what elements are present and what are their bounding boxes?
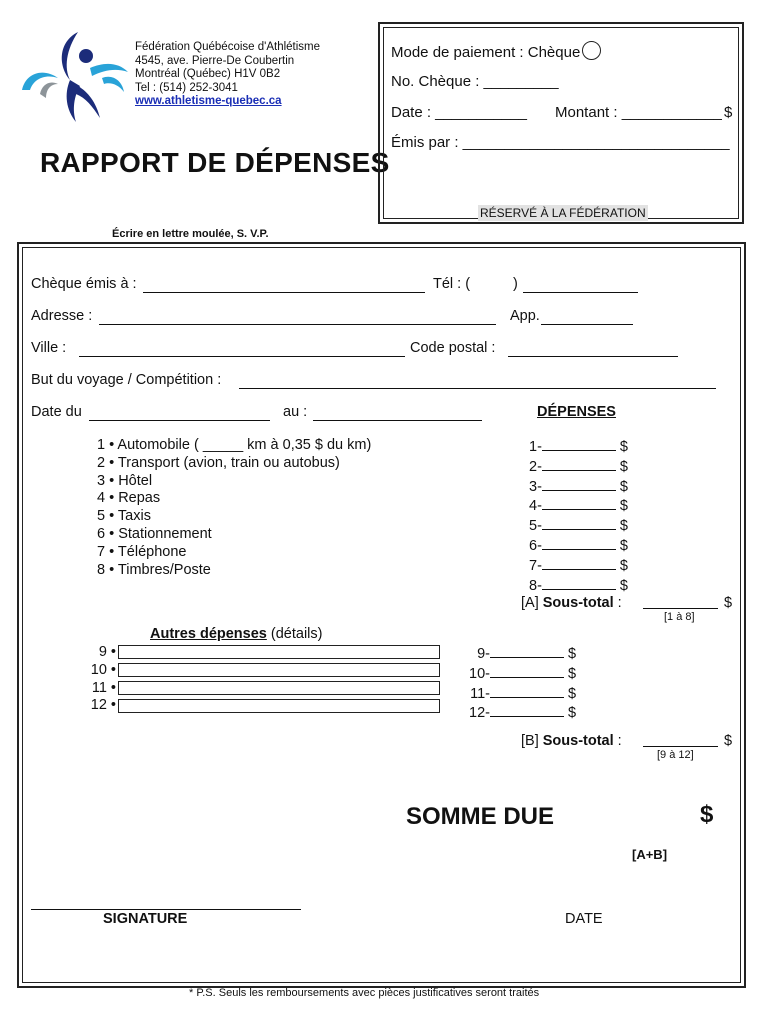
expense-item: 8 • Timbres/Poste — [97, 561, 211, 578]
phone-input-line[interactable] — [523, 292, 638, 293]
amount-row[interactable]: 3- $ — [529, 478, 628, 495]
signature-label: SIGNATURE — [103, 911, 188, 927]
organization-info — [135, 41, 320, 109]
expenses-header: DÉPENSES — [537, 404, 616, 420]
payment-amount-dollar: $ — [724, 104, 733, 121]
other-amount-row[interactable]: 10- $ — [469, 665, 577, 682]
other-item-label: 9 • — [98, 644, 116, 660]
issued-by-field[interactable]: Émis par : ________________________________ — [391, 134, 730, 151]
trip-purpose-label: But du voyage / Compétition : — [31, 372, 222, 388]
org-name: Fédération Québécoise d'Athlétisme — [135, 41, 321, 53]
date-from-label: Date du — [31, 404, 82, 420]
payment-date-field[interactable]: Date : ___________ — [391, 104, 527, 121]
amount-row[interactable]: 8- $ — [529, 577, 628, 594]
payment-amount-field[interactable]: Montant : ____________ — [555, 104, 722, 121]
org-website-link[interactable]: www.athletisme-quebec.ca — [135, 95, 282, 107]
expense-item: 6 • Stationnement — [97, 525, 212, 542]
expense-item: 1 • Automobile ( _____ km à 0,35 $ du km) — [97, 437, 372, 453]
expense-form-box — [17, 242, 746, 988]
subtotal-b-range: [9 à 12] — [657, 749, 694, 761]
city-input-line[interactable] — [79, 356, 405, 357]
subtotal-a-input-line[interactable] — [643, 608, 718, 609]
other-amounts-list — [468, 644, 576, 723]
total-due-dollar: $ — [700, 801, 714, 828]
other-amount-row[interactable]: 9- $ — [477, 646, 577, 662]
cheque-number-field[interactable]: No. Chèque : _________ — [391, 73, 559, 90]
reserved-label: RÉSERVÉ À LA FÉDÉRATION — [480, 206, 646, 220]
signature-input-line[interactable] — [31, 909, 301, 910]
other-amount-row[interactable]: 11- $ — [470, 685, 577, 702]
instruction-text: Écrire en lettre moulée, S. V.P. — [112, 228, 269, 240]
footer-note: * P.S. Seuls les remboursements avec pièces justificatives seront traités — [189, 987, 540, 999]
amount-row[interactable]: 4- $ — [529, 498, 628, 515]
other-amount-row[interactable]: 12- $ — [469, 705, 577, 722]
expense-item: 3 • Hôtel — [97, 472, 153, 489]
address-label: Adresse : — [31, 308, 93, 324]
expense-items-list — [97, 437, 371, 579]
total-due-formula: [A+B] — [632, 847, 668, 862]
payment-mode-label: Mode de paiement : Chèque — [391, 44, 581, 61]
org-city: Montréal (Québec) H1V 0B2 — [135, 68, 281, 80]
address-input-line[interactable] — [99, 324, 496, 325]
apartment-input-line[interactable] — [541, 324, 633, 325]
subtotal-a-dollar: $ — [724, 595, 733, 611]
expense-item: 5 • Taxis — [97, 508, 151, 525]
expense-item: 7 • Téléphone — [97, 543, 187, 560]
city-label: Ville : — [31, 340, 67, 356]
org-phone: Tel : (514) 252-3041 — [135, 81, 238, 94]
subtotal-b-label: [B] Sous-total : — [521, 733, 622, 749]
total-due-label: SOMME DUE — [406, 803, 555, 830]
subtotal-b-input-line[interactable] — [643, 746, 718, 747]
trip-purpose-input-line[interactable] — [239, 388, 716, 389]
amount-row[interactable]: 2- $ — [529, 458, 628, 475]
amount-row[interactable]: 1- $ — [529, 439, 628, 455]
amount-row[interactable]: 6- $ — [529, 537, 628, 554]
other-item-detail-field[interactable] — [118, 663, 440, 677]
phone-label: Tél : ( — [433, 276, 471, 292]
other-item-label: 10 • — [90, 661, 116, 678]
payee-label: Chèque émis à : — [31, 276, 137, 292]
date-label: DATE — [565, 911, 603, 927]
other-item-label: 12 • — [90, 697, 116, 714]
subtotal-a-range: [1 à 8] — [664, 611, 695, 623]
expense-amounts-list — [529, 437, 628, 595]
date-to-input-line[interactable] — [313, 420, 482, 421]
amount-row[interactable]: 5- $ — [529, 518, 628, 535]
payment-mode — [391, 41, 601, 61]
date-from-input-line[interactable] — [89, 420, 270, 421]
federation-logo — [18, 28, 130, 130]
other-expenses-title: Autres dépenses (détails) — [150, 626, 323, 642]
apartment-label: App. — [510, 308, 540, 324]
other-item-label: 11 • — [91, 679, 116, 696]
postal-code-label: Code postal : — [410, 340, 496, 356]
cheque-radio[interactable] — [582, 41, 601, 60]
other-item-detail-field[interactable] — [118, 699, 440, 713]
expense-item: 2 • Transport (avion, train ou autobus) — [97, 454, 340, 471]
subtotal-a-label: [A] Sous-total : — [521, 595, 622, 611]
payee-input-line[interactable] — [143, 292, 425, 293]
other-item-detail-field[interactable] — [118, 645, 440, 659]
phone-close-paren: ) — [513, 276, 518, 292]
subtotal-b-dollar: $ — [724, 733, 733, 749]
other-item-detail-field[interactable] — [118, 681, 440, 695]
expense-item: 4 • Repas — [97, 490, 161, 507]
org-address: 4545, ave. Pierre-De Coubertin — [135, 54, 295, 67]
page-title: RAPPORT DE DÉPENSES — [40, 147, 390, 178]
amount-row[interactable]: 7- $ — [529, 557, 628, 574]
date-to-label: au : — [283, 404, 308, 420]
other-items-labels — [82, 644, 116, 715]
postal-code-input-line[interactable] — [508, 356, 678, 357]
